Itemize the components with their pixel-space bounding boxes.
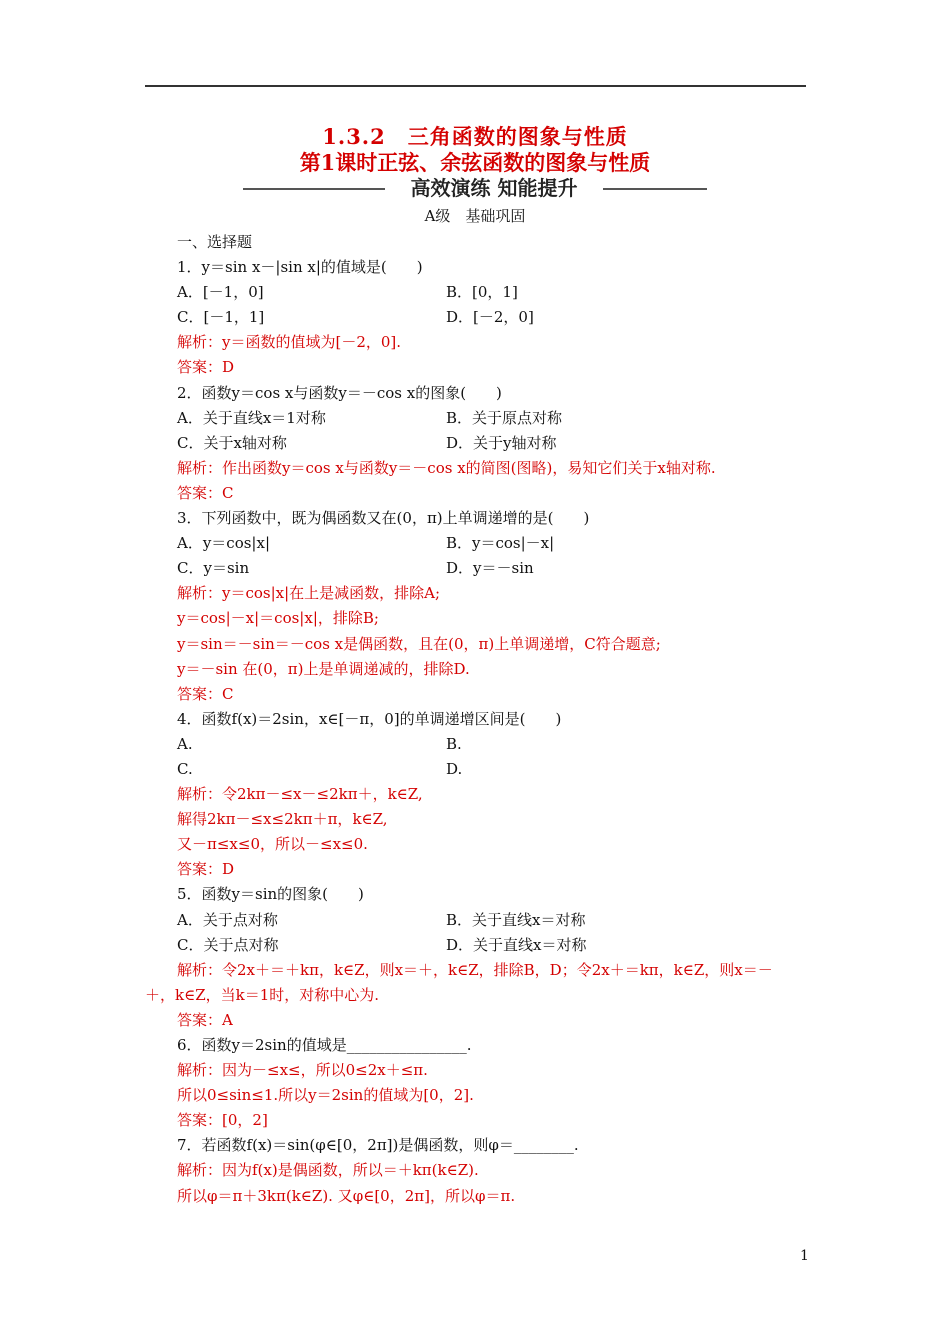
option-left: C．y＝sin	[177, 559, 250, 578]
question-line: 4．函数f(x)＝2sin，x∈[－π，0]的单调递增区间是( )	[177, 709, 562, 728]
solution-line: 答案：[0，2]	[177, 1111, 268, 1130]
lesson-title: 第1课时正弦、余弦函数的图象与性质	[299, 150, 651, 175]
option-right: B．[0，1]	[446, 283, 518, 302]
solution-line: ＋，k∈Z，当k＝1时，对称中心为.	[145, 985, 380, 1004]
question-line: 1．y＝sin x－|sin x|的值域是( )	[177, 258, 423, 277]
banner-rule-left	[243, 188, 385, 190]
solution-line: 解析：y＝函数的值域为[－2，0].	[177, 333, 402, 352]
option-row	[145, 908, 825, 933]
option-row	[145, 556, 825, 581]
option-left: A．[－1，0]	[177, 283, 264, 302]
question-line: 3．下列函数中，既为偶函数又在(0，π)上单调递增的是( )	[177, 509, 590, 528]
option-row	[145, 280, 825, 305]
question-line: 6．函数y＝2sin的值域是________________.	[177, 1036, 472, 1054]
solution-line: 解析：因为f(x)是偶函数，所以＝＋kπ(k∈Z).	[177, 1161, 479, 1180]
level-heading: A级 基础巩固	[424, 207, 526, 225]
solution-line: 解析：y＝cos|x|在上是减函数，排除A;	[177, 584, 441, 603]
solution-line: 解析：作出函数y＝cos x与函数y＝－cos x的简图(图略)，易知它们关于x轴对称.	[177, 458, 716, 477]
option-right: B．y＝cos|－x|	[446, 534, 555, 553]
option-row	[145, 757, 825, 782]
page-number: 1	[800, 1248, 809, 1264]
exercise-content	[145, 230, 825, 1209]
option-right: D.	[446, 759, 463, 778]
banner-rule-right	[603, 188, 707, 190]
option-right: D．关于y轴对称	[446, 433, 557, 452]
option-left: A．关于直线x＝1对称	[177, 408, 326, 427]
option-right: B.	[446, 734, 462, 753]
solution-line: 答案：A	[177, 1010, 233, 1029]
solution-line: 解析：令2kπ－≤x－≤2kπ＋，k∈Z,	[177, 785, 423, 804]
option-right: D．y＝－sin	[446, 559, 534, 578]
solution-line: 答案：D	[177, 860, 235, 879]
section-banner	[243, 176, 707, 200]
option-left: A.	[177, 734, 193, 753]
solution-line: 解析：因为－≤x≤，所以0≤2x＋≤π.	[177, 1061, 428, 1080]
option-left: C.	[177, 759, 193, 778]
option-row	[145, 305, 825, 330]
question-line: 5．函数y＝sin的图象( )	[177, 885, 364, 904]
option-row	[145, 732, 825, 757]
header-rule	[145, 85, 806, 87]
solution-line: 解得2kπ－≤x≤2kπ＋π，k∈Z,	[177, 810, 388, 829]
option-right: B．关于直线x＝对称	[446, 910, 586, 929]
solution-line: y＝sin＝－sin＝－cos x是偶函数，且在(0，π)上单调递增，C符合题意;	[177, 634, 661, 653]
solution-line: y＝－sin 在(0，π)上是单调递减的，排除D.	[177, 659, 470, 678]
banner-text: 高效演练 知能提升	[410, 176, 578, 200]
solution-line: 答案：C	[177, 483, 234, 502]
option-row	[145, 933, 825, 958]
option-row	[145, 531, 825, 556]
question-line: 7．若函数f(x)＝sin(φ∈[0，2π])是偶函数，则φ＝________.	[177, 1136, 579, 1155]
solution-line: 答案：C	[177, 684, 234, 703]
solution-line: y＝cos|－x|＝cos|x|，排除B;	[177, 609, 379, 628]
section-title: 1.3.2 三角函数的图象与性质	[322, 124, 628, 149]
option-left: A．关于点对称	[177, 910, 278, 929]
solution-line: 又－π≤x≤0，所以－≤x≤0.	[177, 835, 368, 854]
option-right: B．关于原点对称	[446, 408, 563, 427]
option-left: C．关于x轴对称	[177, 433, 287, 452]
solution-line: 答案：D	[177, 358, 235, 377]
option-row	[145, 431, 825, 456]
solution-line: 所以φ＝π＋3kπ(k∈Z). 又φ∈[0，2π]，所以φ＝π.	[177, 1186, 516, 1205]
option-left: C．[－1，1]	[177, 308, 265, 327]
solution-line: 解析：令2x＋＝＋kπ，k∈Z，则x＝＋，k∈Z，排除B，D；令2x＋＝kπ，k∈Z，则x＝－	[177, 960, 773, 979]
solution-line: 所以0≤sin≤1.所以y＝2sin的值域为[0，2].	[177, 1086, 474, 1105]
option-right: D．[－2，0]	[446, 308, 534, 327]
question-line: 2．函数y＝cos x与函数y＝－cos x的图象( )	[177, 383, 502, 402]
option-left: C．关于点对称	[177, 935, 279, 954]
option-right: D．关于直线x＝对称	[446, 935, 587, 954]
option-row	[145, 406, 825, 431]
question-line: 一、选择题	[177, 233, 253, 251]
option-left: A．y＝cos|x|	[177, 534, 271, 553]
